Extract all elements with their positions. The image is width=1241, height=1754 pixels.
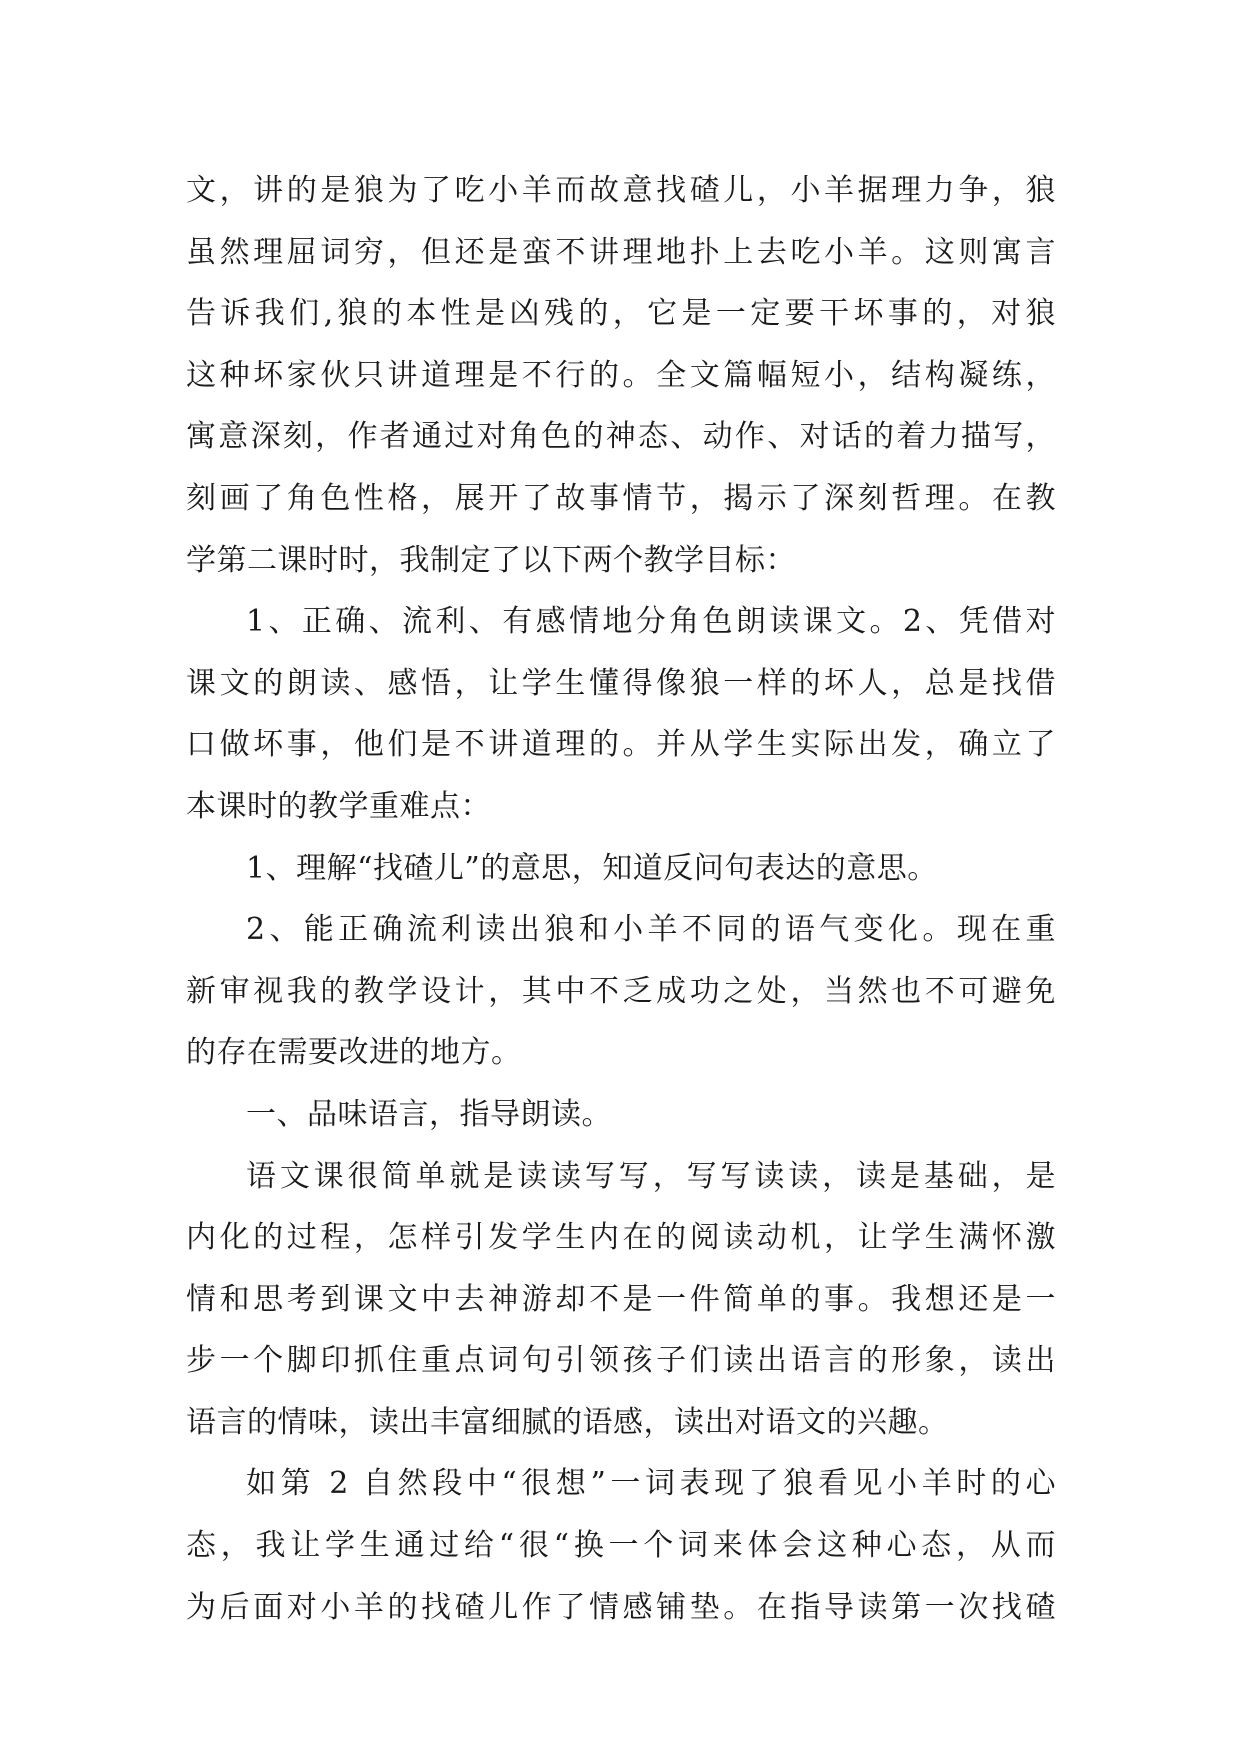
text-line: 这种坏家伙只讲道理是不行的。全文篇幅短小，结构凝练， xyxy=(186,357,1056,393)
text-line: 1、正确、流利、有感情地分角色朗读课文。2、凭借对 xyxy=(246,604,1056,640)
text-line: 刻画了角色性格，展开了故事情节，揭示了深刻哲理。在教 xyxy=(186,480,1056,516)
text-line: 2、能正确流利读出狼和小羊不同的语气变化。现在重 xyxy=(246,912,1056,948)
text-line: 本课时的教学重难点： xyxy=(186,788,491,824)
text-line: 如第 2 自然段中“很想”一词表现了狼看见小羊时的心 xyxy=(246,1466,1056,1502)
text-line: 寓意深刻，作者通过对角色的神态、动作、对话的着力描写， xyxy=(186,419,1056,455)
text-line: 语言的情味，读出丰富细腻的语感，读出对语文的兴趣。 xyxy=(186,1404,949,1440)
body-text xyxy=(186,160,1056,1638)
text-line: 的存在需要改进的地方。 xyxy=(186,1035,522,1071)
text-line: 态，我让学生通过给“很“换一个词来体会这种心态，从而 xyxy=(186,1528,1056,1564)
text-line: 1、理解“找碴儿”的意思，知道反问句表达的意思。 xyxy=(246,850,938,886)
text-line: 课文的朗读、感悟，让学生懂得像狼一样的坏人，总是找借 xyxy=(186,665,1056,701)
text-line: 告诉我们,狼的本性是凶残的，它是一定要干坏事的，对狼 xyxy=(186,296,1056,332)
text-line: 文，讲的是狼为了吃小羊而故意找碴儿，小羊据理力争，狼 xyxy=(186,173,1056,208)
text-line: 学第二课时时，我制定了以下两个教学目标： xyxy=(186,542,796,578)
text-line: 一、品味语言，指导朗读。 xyxy=(246,1096,612,1132)
text-line: 新审视我的教学设计，其中不乏成功之处，当然也不可避免 xyxy=(186,973,1056,1009)
text-line: 语文课很简单就是读读写写，写写读读，读是基础，是 xyxy=(246,1158,1056,1194)
text-line: 步一个脚印抓住重点词句引领孩子们读出语言的形象，读出 xyxy=(186,1343,1056,1379)
text-line: 为后面对小羊的找碴儿作了情感铺垫。在指导读第一次找碴 xyxy=(186,1589,1056,1625)
text-line: 口做坏事，他们是不讲道理的。并从学生实际出发，确立了 xyxy=(186,727,1056,763)
text-line: 虽然理屈词穷，但还是蛮不讲理地扑上去吃小羊。这则寓言 xyxy=(186,234,1056,270)
text-line: 内化的过程，怎样引发学生内在的阅读动机，让学生满怀激 xyxy=(186,1220,1056,1256)
text-line: 情和思考到课文中去神游却不是一件简单的事。我想还是一 xyxy=(186,1281,1056,1317)
